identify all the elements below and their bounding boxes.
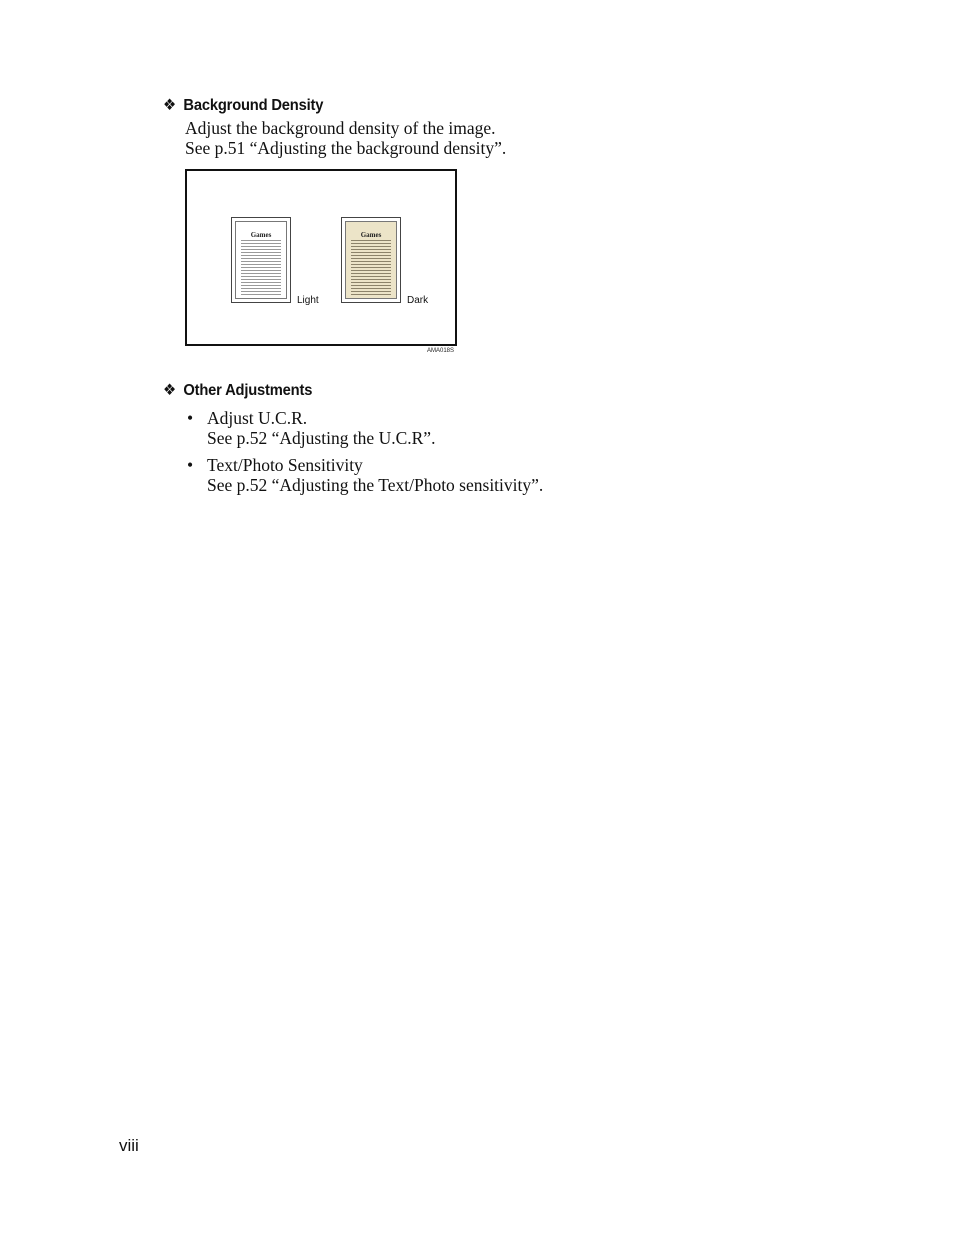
density-illustration — [185, 169, 457, 346]
light-label: Light — [297, 295, 319, 306]
page-number: viii — [119, 1136, 139, 1155]
heading-text: Background Density — [183, 97, 324, 114]
background-density-heading — [163, 95, 323, 115]
bullet-icon: • — [187, 408, 194, 428]
light-document-image — [231, 217, 291, 303]
list-item — [185, 408, 543, 448]
bullet-icon: • — [187, 455, 194, 475]
other-adjustments-heading — [163, 380, 312, 400]
dark-document-image — [341, 217, 401, 303]
document-title: Games — [360, 231, 382, 239]
dark-label: Dark — [407, 295, 429, 306]
document-title: Games — [250, 231, 272, 239]
background-density-description: Adjust the background density of the image. — [185, 118, 496, 138]
background-density-reference: See p.51 “Adjusting the background density”. — [185, 138, 507, 158]
figure-code: AMA018S — [427, 348, 455, 354]
heading-text: Other Adjustments — [183, 382, 313, 399]
item-reference: See p.52 “Adjusting the U.C.R”. — [207, 428, 436, 448]
item-reference: See p.52 “Adjusting the Text/Photo sensitivity”. — [207, 475, 544, 495]
diamond-bullet-icon: ❖ — [163, 382, 177, 399]
item-title: Text/Photo Sensitivity — [207, 455, 363, 475]
list-item — [185, 455, 543, 495]
diamond-bullet-icon: ❖ — [163, 97, 177, 114]
other-adjustments-list — [185, 408, 543, 502]
item-title: Adjust U.C.R. — [207, 408, 308, 428]
